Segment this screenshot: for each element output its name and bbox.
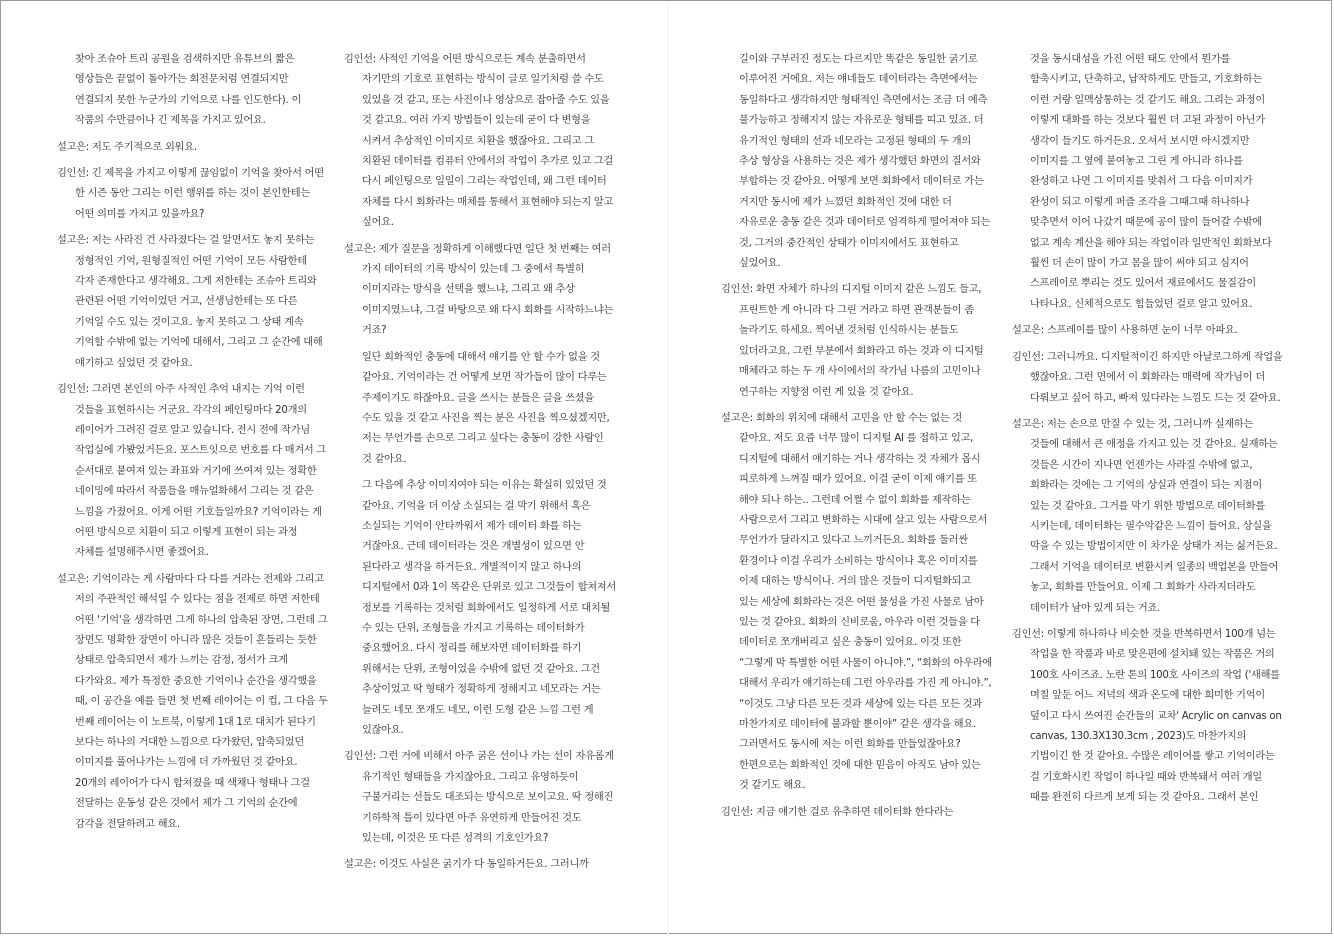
text-column-4 <box>1012 50 1284 815</box>
dialogue-paragraph: 설고은: 이것도 사실은 굵기가 다 동일하거든요. 그러니까 <box>344 859 589 871</box>
text-paragraph: 그 다음에 추상 이미지여야 되는 이유는 확실히 있었던 것 같아요. 기억을 더 이상 소실되는 걸 막기 위해서 혹은 소실되는 기억이 안타까워서 제가 데이터 화를 하는 거잖아요. 근데 데이터라는 것은 개별성이 있으면 안 된다라고 생각을 하거든요. 개별적이지 않고 하나의 디지털에서 0과 1이 똑같은 단위로 있고 그것들이 합쳐져서 정보를 기록하는 것처럼 회화에서도 일정하게 서로 대치될 수 있는 단위, 조형들을 가지고 기록하는 데이터화가 중요했어요. 다시 정리를 해보자면 데이터화를 하기 위해서는 단위, 조형이었을 수밖에 없던 것 같아요. 그건 추상이었고 딱 형태가 정확하게 정해지고 네모라는 거는 늘려도 네모 쪼개도 네모, 이런 도형 같은 느낌 그런 게 있잖아요. <box>362 480 616 736</box>
text-column-1 <box>57 50 329 841</box>
dialogue-paragraph: 설고은: 스프레이를 많이 사용하면 눈이 너무 아파요. <box>1012 325 1238 337</box>
dialogue-paragraph: 김인선: 사적인 기억을 어떤 방식으로든 계속 분출하면서 자기만의 기호로 표현하는 방식이 글로 일기처럼 쓸 수도 있었을 것 같고, 또는 사진이나 영상으로 잡아줄 수도 있을 것 같고요. 여러 가지 방법들이 있는데 굳이 다 변형을 시켜서 추상적인 이미지로 치환을 했잖아요. 그리고 그 치환된 데이터를 컴퓨터 안에서의 작업이 추가로 있고 그걸 다시 페인팅으로 일일이 그리는 작업인데, 왜 그런 데이터 자체를 다시 회화라는 매체를 통해서 표현해야 되는지 알고 싶어요. <box>344 54 614 229</box>
dialogue-paragraph: 김인선: 그러면 본인의 아주 사적인 추억 내지는 기억 이런 것들을 표현하시는 거군요. 각각의 페인팅마다 20개의 레이어가 그려진 걸로 알고 있습니다. 전시 전에 작가님 작업실에 가봤었거든요. 포스트잇으로 번호를 다 매겨서 그 순서대로 붙여져 있는 좌표와 거기에 쓰여져 있는 정확한 네이밍에 따라서 작품들을 매뉴얼화해서 그리는 것 같은 느낌을 가졌어요. 이게 어떤 기호들일까요? 기억이라는 게 어떤 방식으로 치환이 되고 이렇게 표현이 되는 과정 자체를 설명해주시면 좋겠어요. <box>57 384 327 559</box>
text-column-3 <box>721 50 993 829</box>
dialogue-paragraph: 설고은: 회화의 위치에 대해서 고민을 안 할 수는 없는 것 같아요. 저도 요즘 너무 많이 디지털 AI 를 접하고 있고, 디지털에 대해서 얘기하는 거나 생각하는 것 자체가 몹시 피로하게 느껴질 때가 있어요. 이걸 굳이 이제 얘기를 또 해야 되나 하는.. 그런데 어쩔 수 없이 회화를 제작하는 사람으로서 그리고 변화하는 시대에 살고 있는 사람으로서 무언가가 달라지고 있다고 느끼거든요. 회화를 둘러싼 환경이나 이걸 우리가 소비하는 방식이나 혹은 이미지를 이제 대하는 방식이나. 거의 많은 것들이 디지털화되고 있는 세상에 회화라는 것은 어떤 물성을 가진 사물로 남아 있는 것 같아요. 회화의 신비로움, 아우라 이런 것들을 다 데이터로 쪼개버리고 싶은 충동이 있어요. 이것 또한 “그렇게 막 특별한 어떤 사물이 아니야.”, “회화의 아우라에 대해서 우리가 얘기하는데 그런 아우라를 가진 게 아니야.”, “이것도 그냥 다른 모든 것과 세상에 있는 다른 모든 것과 마찬가지로 데이터에 불과할 뿐이야” 같은 생각을 해요. 그러면서도 동시에 저는 이런 회화를 만들었잖아요? 한편으로는 회화적인 것에 대한 믿음이 아직도 남아 있는 것 같기도 해요. <box>721 412 992 792</box>
dialogue-paragraph: 설고은: 제가 질문을 정확하게 이해했다면 일단 첫 번째는 여러 가지 데이터의 기록 방식이 있는데 그 중에서 특별히 이미지라는 방식을 선택을 했느냐, 그리고 왜 추상 이미지였느냐, 그걸 바탕으로 왜 다시 회화를 시작하느냐는 거죠? <box>344 243 614 337</box>
dialogue-paragraph: 김인선: 화면 자체가 하나의 디지털 이미지 같은 느낌도 들고, 프린트한 게 아니라 다 그린 거라고 하면 관객분들이 좀 놀라기도 하세요. 찍어낸 것처럼 인식하시는 분들도 있더라고요. 그런 부분에서 회화라고 하는 것과 이 디지털 매체라고 하는 두 개 사이에서의 작가님 나름의 고민이나 연구하는 지향점 이런 게 있을 것 같아요. <box>721 284 984 398</box>
dialogue-paragraph: 김인선: 긴 제목을 가지고 이렇게 끊임없이 기억을 찾아서 어떤 한 시즌 동안 그리는 이런 행위를 하는 것이 본인한테는 어떤 의미를 가지고 있을까요? <box>57 168 324 220</box>
page-gutter <box>667 2 669 934</box>
dialogue-paragraph: 김인선: 그러니까요. 디지털적이긴 하지만 아날로그하게 작업을 했잖아요. 그런 면에서 이 회화라는 매력에 작가님이 더 다뤄보고 싶어 하고, 빠져 있다라는 느낌도 드는 것 같아요. <box>1012 351 1283 404</box>
dialogue-paragraph: 김인선: 지금 얘기한 걸로 유추하면 데이터화 한다라는 <box>721 806 954 818</box>
dialogue-paragraph: 설고은: 저도 주기적으로 외워요. <box>57 141 197 153</box>
text-paragraph: 길이와 구부러진 정도는 다르지만 똑같은 동일한 굵기로 이루어진 거에요. 저는 얘네들도 데이터라는 측면에서는 동일하다고 생각하지만 형태적인 측면에서는 조금 더 예측 불가능하고 정해지지 않는 자유로운 형태를 띠고 있죠. 더 유기적인 형태의 선과 네모라는 고정된 형태의 두 개의 추상 형상을 사용하는 것은 제가 생각했던 화면의 질서와 부합하는 것 같아요. 어떻게 보면 회화에서 데이터로 가는 거지만 동시에 제가 느꼈던 회화적인 것에 대한 더 자유로운 충동 같은 것과 데이터로 엄격하게 떨어져야 되는 것, 그거의 중간적인 상태가 이미지에서도 표현하고 싶었어요. <box>739 54 991 270</box>
dialogue-paragraph: 설고은: 저는 손으로 만질 수 있는 것, 그러니까 실재하는 것들에 대해서 큰 애정을 가지고 있는 것 같아요. 실재하는 것들은 시간이 지나면 언젠가는 사라질 수밖에 없고, 회화라는 것에는 그 기억의 상실과 연결이 되는 지점이 있는 것 같아요. 그거를 막기 위한 방법으로 데이터화를 시키는데, 데이터화는 필수악같은 느낌이 들어요. 상실을 막을 수 있는 방법이지만 이 차가운 상태가 저는 싫거든요. 그래서 기억을 데이터로 변환시켜 일종의 백업본을 만들어 놓고, 회화를 만들어요. 이제 그 회화가 사라지더라도 데이터가 남아 있게 되는 거죠. <box>1012 418 1279 614</box>
dialogue-paragraph: 설고은: 저는 사라진 건 사라졌다는 걸 알면서도 놓지 못하는 정형적인 기억, 원형질적인 어떤 기억이 모든 사람한테 각자 존재한다고 생각해요. 그게 저한테는 조슈아 트리와 관련된 어떤 기억이었던 거고, 선생님한테는 또 다른 기억일 수도 있는 것이고요. 놓지 못하고 그 상태 계속 기억할 수밖에 없는 기억에 대해서, 그리고 그 순간에 대해 얘기하고 싶었던 것 같아요. <box>57 235 323 369</box>
text-paragraph: 일단 회화적인 충동에 대해서 얘기를 안 할 수가 없을 것 같아요. 기억이라는 건 어떻게 보면 작가들이 많이 다루는 주제이기도 하잖아요. 글을 쓰시는 분들은 글을 쓰셨을 수도 있을 것 같고 사진을 찍는 분은 사진을 찍으셨겠지만, 저는 무언가를 손으로 그리고 싶다는 충동이 강한 사람인 것 같아요. <box>362 351 610 465</box>
text-paragraph: 찾아 조슈아 트리 공원을 검색하지만 유튜브의 짧은 영상들은 끝없이 돌아가는 회전문처럼 연결되지만 연결되지 못한 누군가의 기억으로 나를 인도한다). 이 작품의 수만큼이나 긴 제목을 가지고 있어요. <box>75 54 302 127</box>
dialogue-paragraph: 김인선: 이렇게 하나하나 비슷한 것을 반복하면서 100개 넘는 작업을 한 작품과 바로 맞은편에 설치돼 있는 작품은 거의 100호 사이즈죠. 노란 톤의 100호 사이즈의 작업 ('새해를 며칠 앞둔 어느 저녁의 색과 온도에 대한 희미한 기억이 덮이고 다시 쓰여진 순간들의 교차' Acrylic on canvas on canvas, 130.3X130.3cm , 2023)도 마찬가지의 기법이긴 한 것 같아요. 수많은 레이어를 쌓고 기억이라는 걸 기호화시킨 작업이 하나일 때와 반복돼서 여러 개일 때를 완전히 다르게 보게 되는 것 같아요. 그래서 본인 <box>1012 628 1282 804</box>
text-paragraph: 것을 동시대성을 가진 어떤 태도 안에서 뭔가를 함축시키고, 단축하고, 납작하게도 만들고, 기호화하는 이런 거랑 일맥상통하는 것 같기도 해요. 그리는 과정이 이렇게 대화를 하는 것보다 훨씬 더 고된 과정이 아닌가 생각이 들기도 하거든요. 오셔서 보시면 아시겠지만 이미지를 그 옆에 붙여놓고 그린 게 아니라 하나를 완성하고 나면 그 이미지를 맞춰서 그 다음 이미지가 완성이 되고 이렇게 퍼즐 조각을 그때그때 하나하나 맞추면서 이어 나갔기 때문에 공이 많이 들어갈 수밖에 없고 계속 계산을 해야 되는 작업이라 일반적인 회화보다 훨씬 더 손이 많이 가고 몸을 많이 써야 되고 심지어 스프레이로 뿌리는 것도 있어서 재료에서도 물질감이 나타나요. 신체적으로도 힘들었던 걸로 알고 있어요. <box>1030 54 1272 310</box>
text-column-2 <box>344 50 616 882</box>
dialogue-paragraph: 설고은: 기억이라는 게 사람마다 다 다를 거라는 전제와 그리고 저의 주관적인 해석일 수 있다는 점을 전제로 하면 저한테 어떤 '기억'을 생각하면 그게 하나의 압축된 장면, 그런데 그 장면도 명확한 장면이 아니라 많은 것들이 흔들리는 듯한 상태로 압축되면서 제가 느끼는 감정, 정서가 크게 다가와요. 제가 특정한 중요한 기억이나 순간을 생각했을 때, 이 공간을 예를 들면 첫 번째 레이어는 이 컵, 그 다음 두 번째 레이어는 이 노트북, 이렇게 1대 1로 대치가 된다기 보다는 하나의 거대한 느낌으로 다가왔던, 압축되었던 이미지를 풀어나가는 느낌에 더 가까웠던 것 같아요. 20개의 레이어가 다시 합쳐졌을 때 색채나 형태나 그걸 전달하는 운동성 같은 것에서 제가 그 기억의 순간에 감각을 전달하려고 해요. <box>57 573 328 830</box>
dialogue-paragraph: 김인선: 그런 거에 비해서 아주 굵은 선이나 가는 선이 자유롭게 유기적인 형태들을 가지잖아요. 그리고 유영하듯이 구불거리는 선들도 대조되는 방식으로 보이고요. 딱 정해진 기하학적 틀이 있다면 아주 유연하게 만들어진 것도 있는데, 이것은 또 다른 성격의 기호인가요? <box>344 751 614 845</box>
